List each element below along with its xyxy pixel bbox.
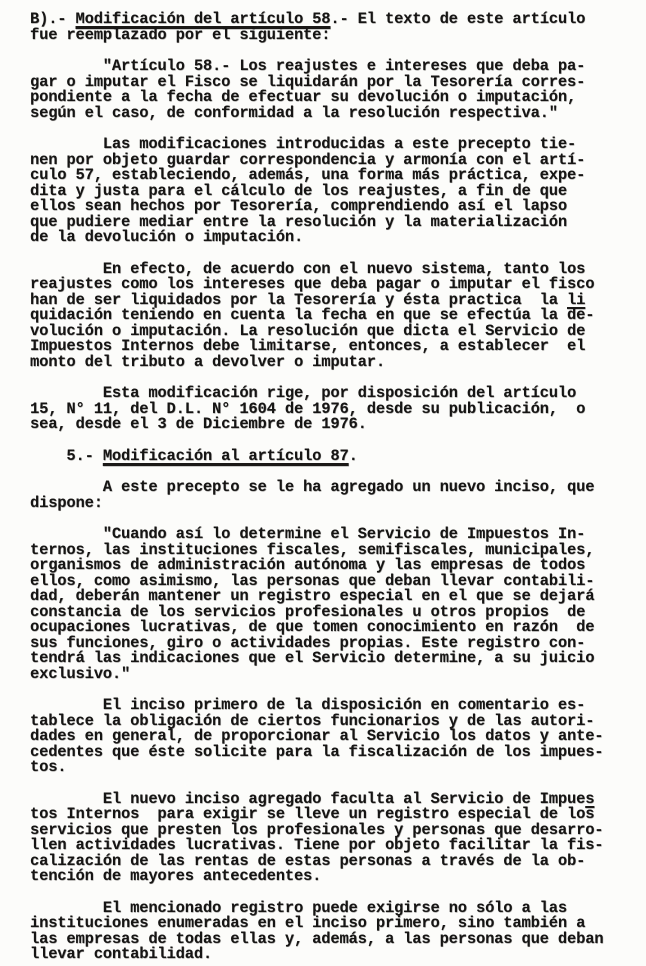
quoted-paragraph [30, 527, 634, 682]
underlined-text: Modificación al artículo 87 [102, 446, 349, 465]
text-run: ternos, las instituciones fiscales, semifiscales, municipales, [30, 540, 595, 559]
text-run: instituciones enumeradas en el inciso primero, sino también a [30, 914, 586, 932]
text-run: de la devolución o imputación. [30, 228, 304, 246]
paragraph [30, 789, 634, 885]
section-heading [30, 12, 634, 43]
text-run: "Artículo 58.- Los reajustes e intereses que deba pa- [30, 57, 586, 75]
text-line [30, 947, 634, 963]
underlined-text: Modificación del artículo 58 [75, 10, 331, 28]
text-run: 5.- [30, 446, 103, 465]
text-line [30, 742, 634, 761]
text-run: dita y justa para el cálculo de los reajustes, a fin de que [30, 181, 567, 200]
text-run: dad, deberán mantener un registro especial en el que se dejará [30, 587, 595, 605]
text-line [30, 760, 634, 776]
text-line [30, 869, 634, 885]
text-line [30, 25, 634, 44]
text-run: tos Internos para exigir se lleve un registro especial de los [30, 805, 595, 823]
text-run: A este precepto se le ha agregado un nuevo inciso, que [30, 478, 595, 496]
paragraph [30, 137, 634, 246]
text-run: .- El texto de este artículo [330, 10, 586, 28]
text-run: sus funciones, giro o actividades propias. Este registro con- [30, 633, 586, 652]
paragraph [30, 259, 634, 371]
text-run: 15, N° 11, del D.L. N° 1604 de 1976, desde su publicación, o [30, 399, 586, 418]
text-run: constancia de los servicios profesionales u otros propios de [30, 602, 586, 621]
text-run: exclusivo." [30, 664, 131, 683]
text-run: ellos, como asimismo, las personas que deban llevar contabili- [30, 571, 595, 590]
text-run: En efecto, de acuerdo con el nuevo sistema, tanto los [30, 259, 586, 278]
text-line [30, 480, 634, 496]
text-run: Esta modificación rige, por disposición del artículo [30, 384, 577, 402]
text-line [30, 230, 634, 246]
paragraph [30, 698, 634, 776]
text-run: cedentes que éste solicite para la fiscalización de los impues- [30, 742, 604, 761]
document-content [30, 12, 634, 963]
text-run: tención de mayores antecedentes. [30, 867, 322, 885]
text-run: que pudiere mediar entre la resolución y la materialización [30, 212, 567, 231]
text-run: . [348, 446, 358, 465]
underlined-text: li [567, 290, 586, 309]
text-run: El mencionado registro puede exigirse no sólo a las [30, 898, 567, 917]
text-run: dispone: [30, 493, 103, 512]
paragraph [30, 480, 634, 511]
text-run: El nuevo inciso agregado faculta al Servicio de Impue [30, 789, 586, 808]
text-run: culo 57, estableciendo, además, una forma más práctica, expe- [30, 166, 586, 184]
paragraph [30, 386, 634, 433]
text-run: llevar contabilidad. [30, 945, 213, 963]
text-run: Impuestos Internos debe limitarse, entonces, a establecer el [30, 337, 586, 355]
text-run: tendrá las indicaciones que el Servicio determine, a su juicio [30, 649, 595, 667]
text-line [30, 103, 634, 122]
text-run: tablece la obligación de ciertos funcionarios y de las autori- [30, 711, 595, 730]
text-run: El inciso primero de la disposición en comentario es- [30, 696, 586, 714]
text-run: volución o imputación. La resolución que dicta el Servicio de [30, 321, 586, 340]
text-run: quidación teniendo en cuenta la fecha en que se efectúa la de- [30, 306, 595, 324]
text-run: monto del tributo a devolver o imputar. [30, 352, 385, 371]
quoted-paragraph [30, 59, 634, 121]
text-line [30, 446, 634, 465]
text-run: tos. [30, 758, 67, 776]
text-run: "Cuando así lo determine el Servicio de Impuestos In- [30, 525, 586, 543]
text-run: las empresas de todas ellas y, además, a las personas que deban [30, 929, 604, 948]
text-run: ellos sean hechos por Tesorería, comprendiendo así el lapso [30, 197, 567, 215]
text-run: Las modificaciones introducidas a este precepto tie- [30, 135, 577, 153]
text-run: según el caso, de conformidad a la resolución respectiva." [30, 103, 558, 122]
section-heading [30, 446, 634, 465]
underlined-text: s [585, 789, 595, 808]
text-line [30, 352, 634, 371]
text-run: B).- [30, 10, 76, 28]
text-run: pondiente a la fecha de efectuar su devolución o imputación, [30, 88, 577, 106]
text-run: dades en general, de proporcionar al Servicio los datos y ante- [30, 727, 604, 745]
text-line [30, 493, 634, 512]
text-run: ocupaciones lucrativas, de que tomen conocimiento en razón de [30, 618, 595, 636]
text-run: sea, desde el 3 de Diciembre de 1976. [30, 415, 367, 433]
text-run: han de ser liquidados por la Tesorería y ésta practica la [30, 290, 567, 309]
text-run: gar o imputar el Fisco se liquidarán por la Tesorería corres- [30, 72, 586, 91]
text-run: nen por objeto guardar correspondencia y armonía con el artí- [30, 150, 586, 169]
text-run: fue reemplazado por el siguiente: [30, 25, 331, 44]
text-run: servicios que presten los profesionales y personas que desarro- [30, 820, 604, 839]
text-run: llen actividades lucrativas. Tiene por objeto facilitar la fis- [30, 836, 604, 854]
text-run: reajustes como los intereses que deba pagar o imputar el fisco [30, 275, 595, 293]
text-run: calización de las rentas de estas personas a través de la ob- [30, 851, 586, 870]
paragraph [30, 898, 634, 963]
text-line [30, 417, 634, 433]
text-run: organismos de administración autónoma y las empresas de todos [30, 556, 586, 574]
text-line [30, 664, 634, 683]
